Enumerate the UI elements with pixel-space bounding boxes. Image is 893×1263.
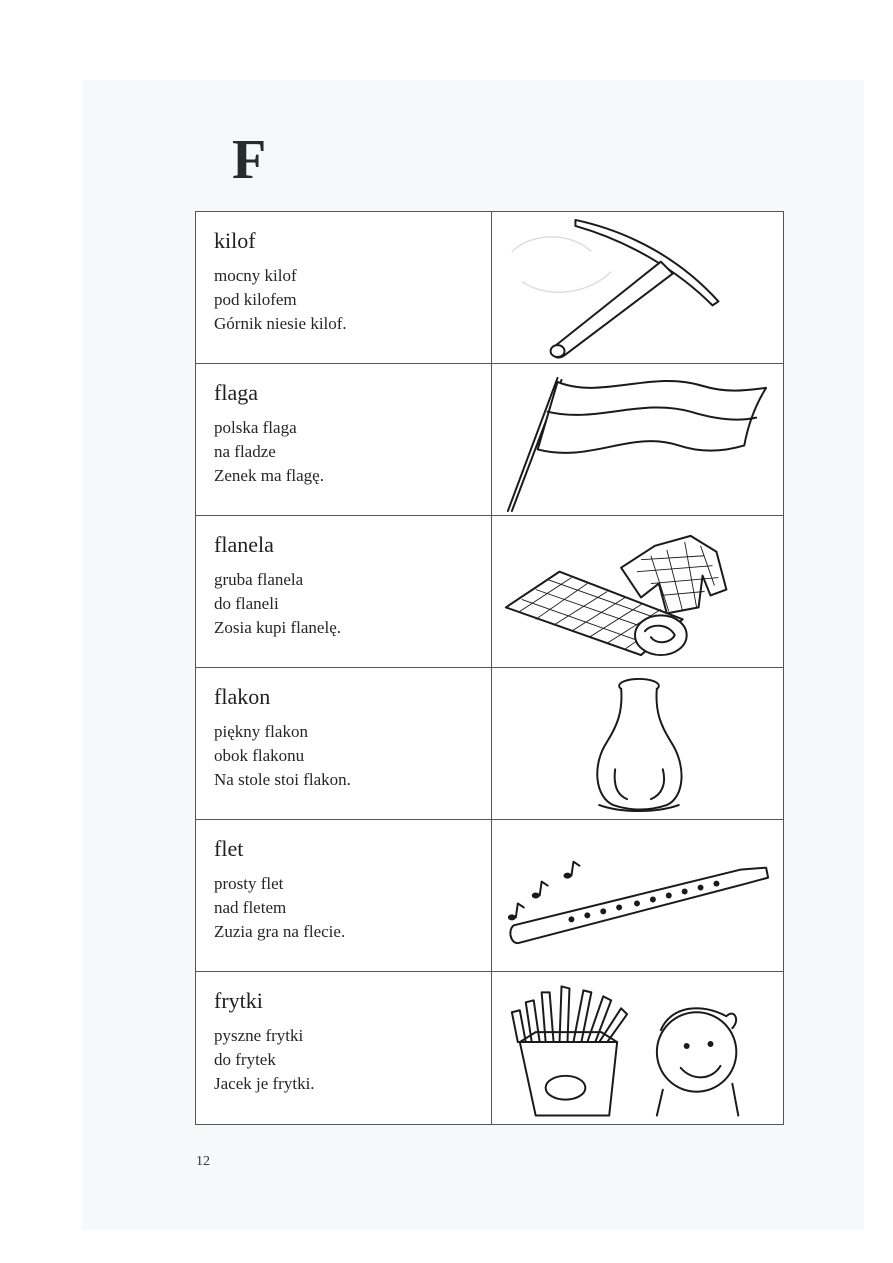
vocabulary-row [196,212,783,364]
picture-cell [492,212,783,363]
phrase: mocny kilof [214,266,297,285]
page-number: 12 [196,1154,210,1169]
phrase: pyszne frytki [214,1026,304,1045]
vase-icon [492,668,783,819]
vocabulary-row [196,972,783,1124]
vocabulary-row [196,820,783,972]
word: kilof [214,228,256,253]
phrase: obok flakonu [214,746,305,765]
phrase: do frytek [214,1050,276,1069]
letter-heading: F [232,129,267,191]
phrase: Górnik niesie kilof. [214,314,347,333]
phrase: gruba flanela [214,570,304,589]
vocabulary-row [196,364,783,516]
picture-cell [492,516,783,667]
picture-cell [492,668,783,819]
picture-cell [492,820,783,971]
flannel-icon [492,516,783,667]
pickaxe-icon [492,212,783,363]
text-cell [196,364,492,515]
word: flanela [214,532,274,557]
phrase: Jacek je frytki. [214,1074,315,1093]
text-cell [196,516,492,667]
text-cell [196,972,492,1124]
picture-cell [492,972,783,1124]
phrase: na fladze [214,442,276,461]
word: flaga [214,380,258,405]
text-cell [196,820,492,971]
flag-icon [492,364,783,515]
word: flakon [214,684,271,709]
phrase: do flaneli [214,594,279,613]
vocabulary-table [195,211,784,1125]
phrase: pod kilofem [214,290,297,309]
vocabulary-row [196,668,783,820]
phrase: Zuzia gra na flecie. [214,922,346,941]
phrase: Zosia kupi flanelę. [214,618,341,637]
vocabulary-row [196,516,783,668]
phrase: nad fletem [214,898,287,917]
word: flet [214,836,244,861]
phrase: prosty flet [214,874,284,893]
text-cell [196,668,492,819]
text-cell [196,212,492,363]
picture-cell [492,364,783,515]
phrase: Zenek ma flagę. [214,466,324,485]
flute-icon [492,820,783,971]
word: frytki [214,988,263,1013]
phrase: polska flaga [214,418,297,437]
phrase: piękny flakon [214,722,308,741]
fries-icon [492,972,783,1124]
phrase: Na stole stoi flakon. [214,770,351,789]
